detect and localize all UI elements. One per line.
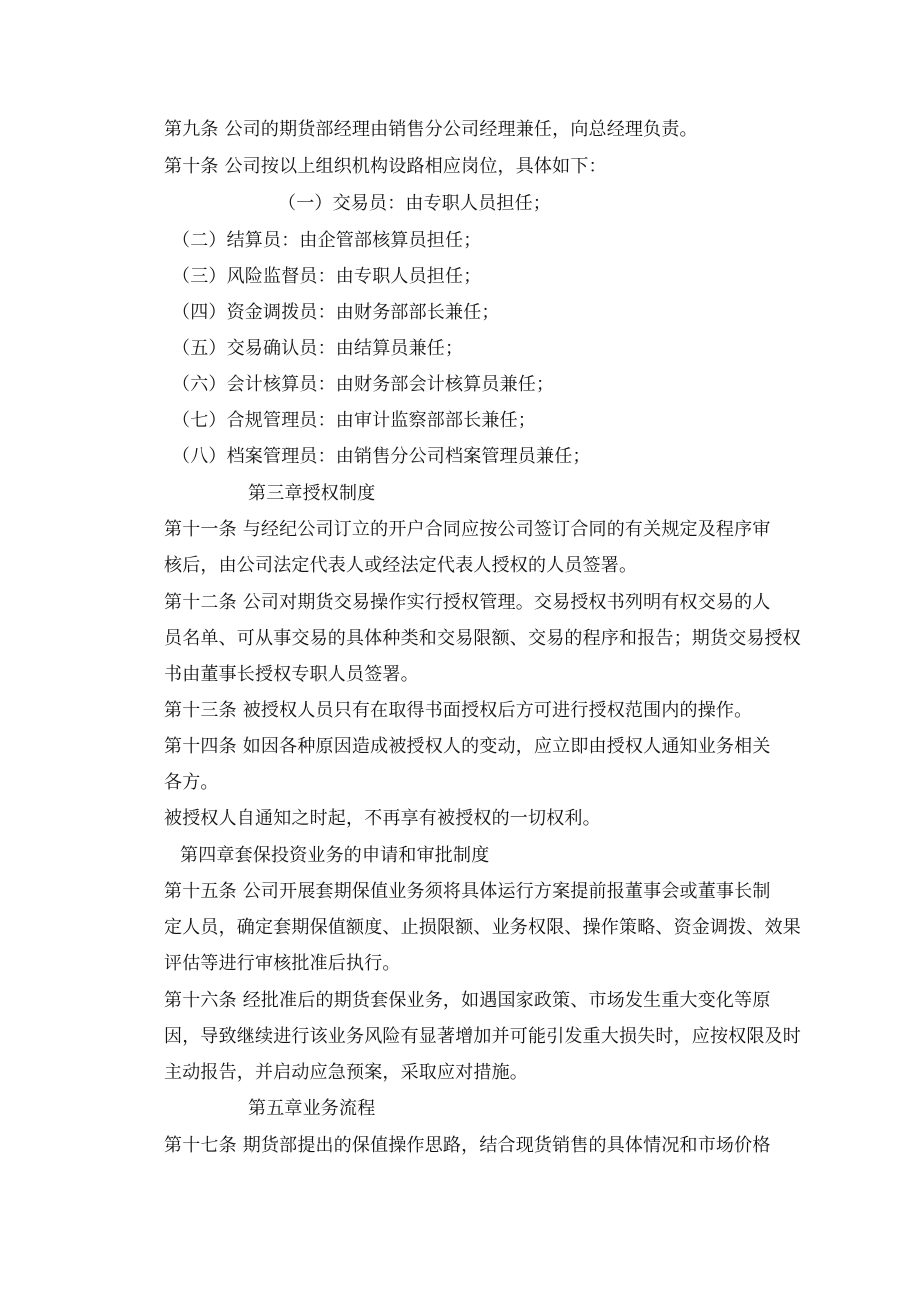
chapter-3-heading: 第三章授权制度: [248, 483, 376, 504]
revocation-line: 被授权人自通知之时起，不再享有被授权的一切权利。: [164, 808, 601, 829]
article-12-line-1: 第十二条 公司对期货交易操作实行授权管理。交易授权书列明有权交易的人: [164, 592, 771, 613]
article-12-line-2: 员名单、可从事交易的具体种类和交易限额、交易的程序和报告；期货交易授权: [164, 628, 801, 649]
article-9-line: 第九条 公司的期货部经理由销售分公司经理兼任，向总经理负责。: [164, 119, 698, 140]
article-12-line-3: 书由董事长授权专职人员签署。: [164, 664, 419, 685]
article-14-line-1: 第十四条 如因各种原因造成被授权人的变动，应立即由授权人通知业务相关: [164, 736, 771, 757]
position-item-3: （三）风险监督员：由专职人员担任；: [172, 266, 482, 287]
chapter-5-heading: 第五章业务流程: [248, 1098, 376, 1119]
article-11-line-1: 第十一条 与经纪公司订立的开户合同应按公司签订合同的有关规定及程序审: [164, 519, 771, 540]
article-16-line-1: 第十六条 经批准后的期货套保业务，如遇国家政策、市场发生重大变化等原: [164, 990, 771, 1011]
article-16-line-3: 主动报告，并启动应急预案，采取应对措施。: [164, 1062, 528, 1083]
position-item-5: （五）交易确认员：由结算员兼任；: [172, 338, 464, 359]
article-10-line: 第十条 公司按以上组织机构设路相应岗位，具体如下：: [164, 156, 607, 177]
position-item-6: （六）会计核算员：由财务部会计核算员兼任；: [172, 374, 555, 395]
chapter-4-heading: 第四章套保投资业务的申请和审批制度: [180, 845, 490, 866]
position-item-7: （七）合规管理员：由审计监察部部长兼任；: [172, 410, 536, 431]
position-item-4: （四）资金调拨员：由财务部部长兼任；: [172, 302, 500, 323]
article-16-line-2: 因，导致继续进行该业务风险有显著增加并可能引发重大损失时，应按权限及时: [164, 1026, 801, 1047]
article-15-line-2: 定人员，确定套期保值额度、止损限额、业务权限、操作策略、资金调拨、效果: [164, 917, 801, 938]
article-11-line-2: 核后，由公司法定代表人或经法定代表人授权的人员签署。: [164, 555, 638, 576]
position-item-2: （二）结算员：由企管部核算员担任；: [172, 230, 482, 251]
article-13-line: 第十三条 被授权人员只有在取得书面授权后方可进行授权范围内的操作。: [164, 700, 753, 721]
position-item-1: （一）交易员：由专职人员担任；: [278, 193, 551, 214]
position-item-8: （八）档案管理员：由销售分公司档案管理员兼任；: [172, 446, 591, 467]
article-15-line-1: 第十五条 公司开展套期保值业务须将具体运行方案提前报董事会或董事长制: [164, 881, 771, 902]
article-14-line-2: 各方。: [164, 772, 219, 793]
article-15-line-3: 评估等进行审核批准后执行。: [164, 953, 401, 974]
article-17-line-1: 第十七条 期货部提出的保值操作思路，结合现货销售的具体情况和市场价格: [164, 1135, 771, 1156]
